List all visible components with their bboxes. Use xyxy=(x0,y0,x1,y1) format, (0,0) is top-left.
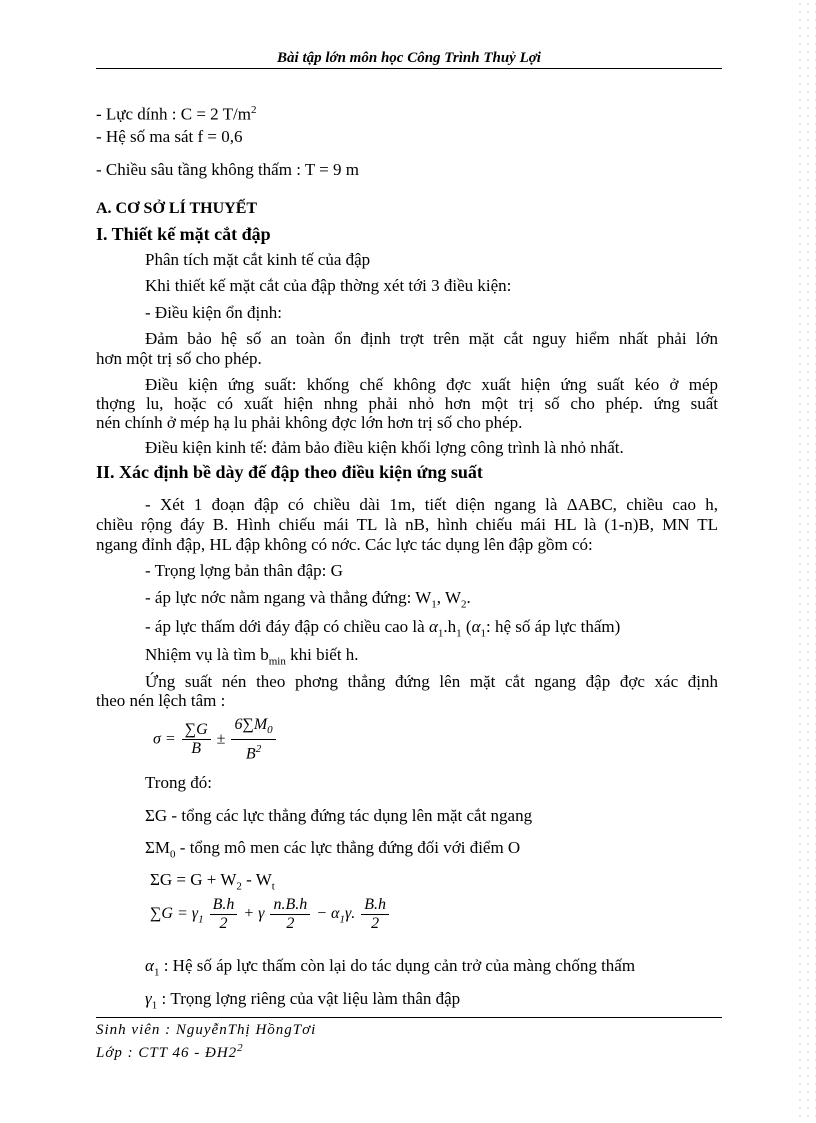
section-ii-heading: II. Xác định bề dày đế đập theo điều kiện ứng suất xyxy=(96,462,483,482)
sigma-symbol: Σ xyxy=(145,806,155,825)
sigma-symbol: Σ xyxy=(150,870,160,889)
sum-g-formula: $\sum G = \gamma_1$ $\frac{B.h}{2}$ + γ $\frac{n.B.h}{2}$ − $\alpha_1\gamma$. $\frac{B.h}{2}$ xyxy=(150,896,391,933)
force-item: - Trọng lợng bản thân đập: G xyxy=(145,561,343,580)
section-i-heading: I. Thiết kế mặt cắt đập xyxy=(96,224,271,244)
footer-student: Sinh viên : NguyễnThị HồngTơi xyxy=(96,1022,317,1038)
alpha-symbol: α xyxy=(145,956,154,975)
section-a-heading: A. CƠ SỞ LÍ THUYẾT xyxy=(96,200,258,217)
paragraph: Phân tích mặt cắt kinh tế của đập xyxy=(145,250,371,269)
force-item: - áp lực nớc nằm ngang và thẳng đứng: $W_1$, $W_2$. xyxy=(145,588,471,611)
paragraph: Điều kiện kinh tế: đảm bảo điều kiện khối lợng công trình là nhỏ nhất. xyxy=(145,438,624,457)
paragraph-line: ngang đỉnh đập, HL đập không có nớc. Các lực tác dụng lên đập gồm có: xyxy=(96,535,593,554)
param-cohesion: - Lực dính : C = 2 $T/m^2$ xyxy=(96,104,257,124)
gamma-symbol: γ xyxy=(145,989,152,1008)
sum-m-definition: $\Sigma M_0$ - tổng mô men các lực thẳng đứng đối với điểm O xyxy=(145,838,521,861)
footer-class: Lớp : CTT $46 - ĐH2^2$ xyxy=(96,1042,244,1061)
sum-g-definition: ΣG - tổng các lực thẳng đứng tác dụng lên mặt cắt ngang xyxy=(145,806,533,825)
force-item: - áp lực thấm dới đáy đập có chiều cao là $\alpha_1.h_1$ ($\alpha_1$: hệ số áp lực thấm) xyxy=(145,617,621,640)
stress-formula: σ = $\frac{\sum G}{B}$ ± $\frac{6\sum M_0}{B^2}$ xyxy=(153,716,278,764)
gamma-definition: $\gamma_1$ : Trọng lợng riêng của vật liệu làm thân đập xyxy=(145,989,461,1012)
paragraph-line: chiều rộng đáy B. Hình chiếu mái TL là nB, hình chiếu mái HL là (1-n)B, MN TL xyxy=(96,515,718,534)
param-friction: - Hệ số ma sát f = 0,6 xyxy=(96,127,243,146)
paragraph-line: Ứng suất nén theo phơng thẳng đứng lên mặt cắt ngang đập đợc xác định xyxy=(145,672,718,691)
footer-divider xyxy=(96,1017,722,1018)
paragraph-line: Đảm bảo hệ số an toàn ổn định trợt trên mặt cắt nguy hiểm nhất phải lớn xyxy=(145,329,718,348)
sum-g-equation: $\Sigma G = G + W_2 - W_t$ xyxy=(150,870,275,893)
alpha-definition: $\alpha_1$ : Hệ số áp lực thấm còn lại do tác dụng cản trở của màng chống thấm xyxy=(145,956,636,979)
paragraph-line: theo nén lệch tâm : xyxy=(96,691,226,710)
paragraph: - Điều kiện ổn định: xyxy=(145,303,282,322)
param-depth: - Chiều sâu tầng không thấm : T = 9 m xyxy=(96,160,359,179)
page-header-title: Bài tập lớn môn học Công Trình Thuỷ Lợi xyxy=(277,50,541,66)
triangle-symbol: Δ xyxy=(566,495,578,514)
paragraph-line: hơn một trị số cho phép. xyxy=(96,349,262,368)
paragraph-line: thợng lu, hoặc có xuất hiện nhng phải nhỏ hơn một trị số cho phép. ứng suất xyxy=(96,394,718,413)
page-edge-decoration xyxy=(796,0,816,1123)
paragraph-line: - Xét 1 đoạn đập có chiều dài 1m, tiết diện ngang là ΔABC, chiều cao h, xyxy=(145,495,718,514)
paragraph: Khi thiết kế mặt cắt của đập thờng xét tới 3 điều kiện: xyxy=(145,276,512,295)
sigma-symbol: Σ xyxy=(145,838,155,857)
task-line: Nhiệm vụ là tìm $b_{min}$ khi biết h. xyxy=(145,645,359,668)
paragraph-line: Điều kiện ứng suất: khống chế không đợc xuất hiện ứng suất kéo ở mép xyxy=(145,375,718,394)
paragraph-line: nén chính ở mép hạ lu phải không đợc lớn hơn trị số cho phép. xyxy=(96,413,523,432)
header-divider xyxy=(96,68,722,69)
paragraph: Trong đó: xyxy=(145,773,212,792)
